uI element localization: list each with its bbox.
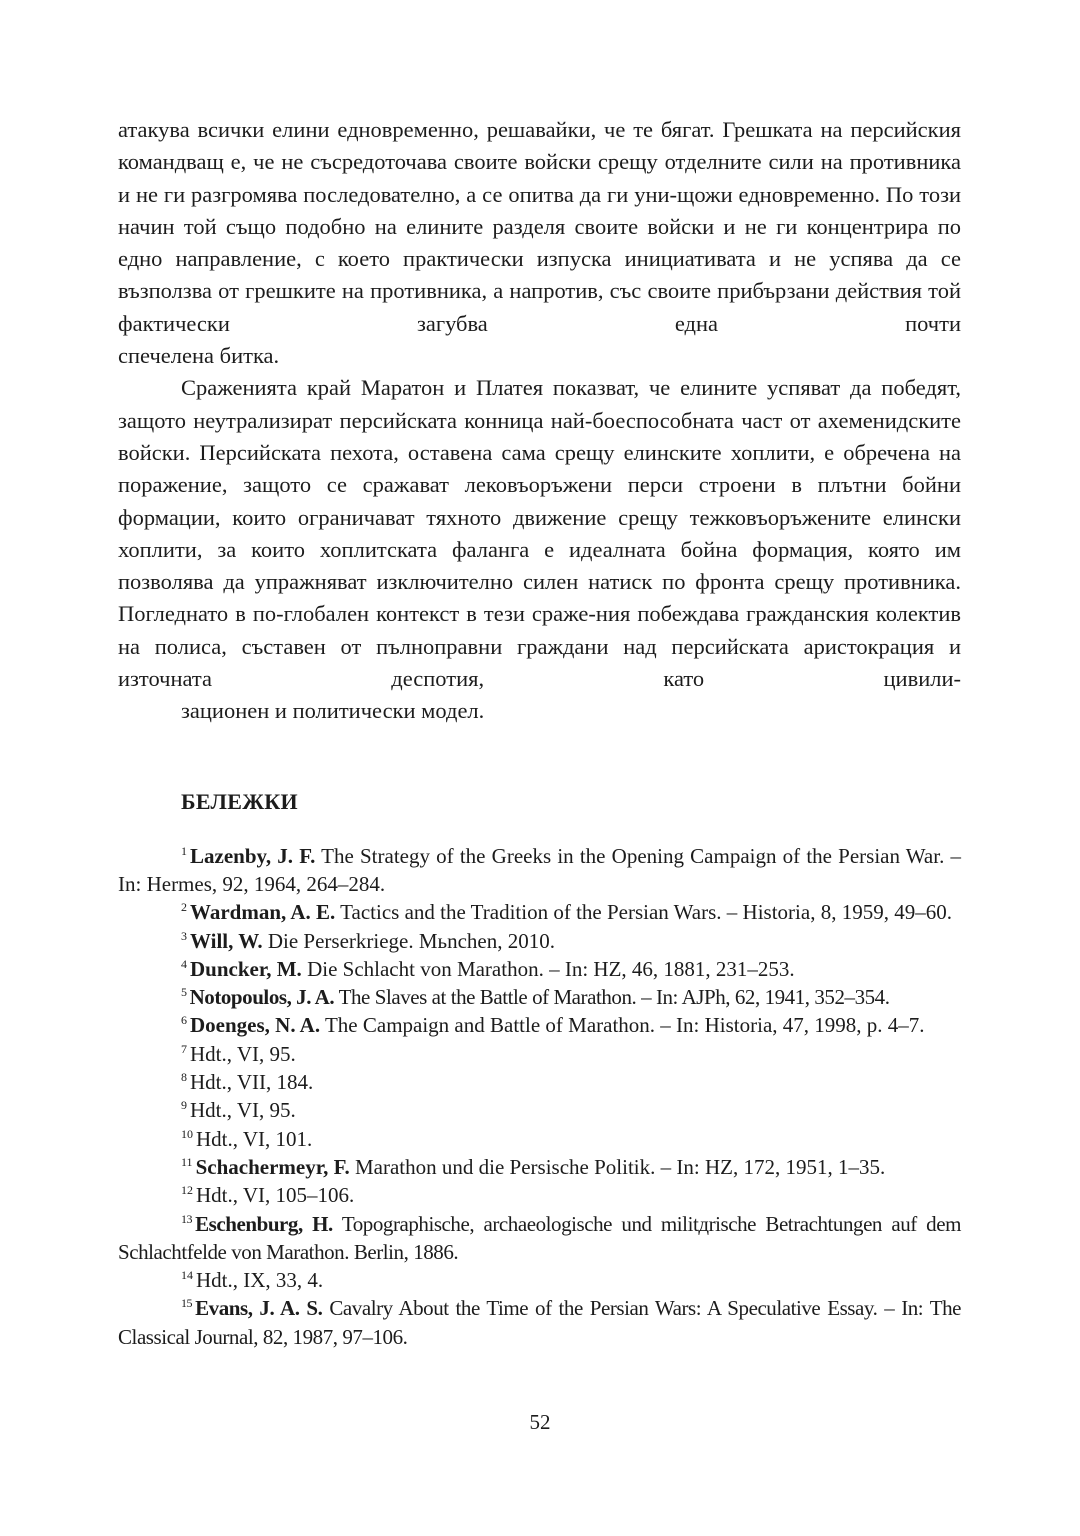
- note-item: [118, 1266, 961, 1294]
- note-author: Notopoulos, J. A.: [189, 985, 335, 1010]
- note-item: [118, 1040, 961, 1068]
- note-text: Hdt., VII, 184.: [190, 1070, 314, 1095]
- paragraph-1-text: атакува всички елини едновременно, решавайки, че те бягат. Грешката на персийския командващ е, че не съсредоточава своите войски срещу отделните сили на противника и не ги разгромява последователно, а се опитва да ги уни-щожи едновременно. По този начин той също подобно на елините разделя своите войски и не ги концентрира по едно направление, с което практически изпуска инициативата и не успява да се възползва от грешките на противника, а напротив, със своите прибързани действия той фактически загубва една почти: [118, 117, 961, 336]
- note-number: 9: [181, 1098, 187, 1113]
- note-author: Eschenburg, H.: [195, 1211, 333, 1236]
- note-text: The Strategy of the Greeks in the Opening Campaign of the Persian War. – In: Hermes, 92, 1964, 264–284.: [118, 843, 962, 896]
- note-author: Schachermeyr, F.: [195, 1154, 350, 1179]
- note-author: Wardman, A. E.: [190, 900, 336, 925]
- note-item: [118, 1153, 961, 1181]
- note-number: 3: [181, 928, 187, 943]
- note-number: 14: [181, 1268, 193, 1283]
- body-text: [118, 114, 961, 728]
- paragraph-2: [118, 372, 961, 727]
- note-text: Cavalry About the Time of the Persian Wars: A Speculative Essay. – In: The Classical Journal, 82, 1987, 97–106.: [118, 1296, 962, 1349]
- notes-heading: БЕЛЕЖКИ: [181, 788, 298, 814]
- note-item: [118, 983, 961, 1011]
- paragraph-2-last-line: зационен и политически модел.: [181, 698, 485, 724]
- note-number: 7: [181, 1041, 187, 1056]
- page-content: [118, 114, 961, 1351]
- note-number: 5: [181, 985, 187, 1000]
- note-text: Hdt., VI, 101.: [196, 1126, 313, 1151]
- note-number: 1: [181, 843, 187, 858]
- note-author: Evans, J. A. S.: [195, 1296, 323, 1321]
- note-number: 11: [181, 1154, 193, 1169]
- note-number: 13: [181, 1211, 193, 1226]
- note-author: Duncker, M.: [190, 956, 302, 981]
- note-number: 2: [181, 900, 187, 915]
- note-author: Will, W.: [190, 928, 263, 953]
- note-number: 15: [181, 1296, 193, 1311]
- note-item: [118, 1011, 961, 1039]
- note-item: [118, 1125, 961, 1153]
- note-item: [118, 1181, 961, 1209]
- paragraph-2-text: Сраженията край Маратон и Платея показват, че елините успяват да победят, защото неутрализират персийската конница най-боеспособната част от ахеменидските войски. Персийската пехота, оставена сама срещу елинските хоплити, е обречена на поражение, защото се сражават лековъоръжени перси строени в плътни бойни формации, които ограничават тяхното движение срещу тежковъоръжените елински хоплити, за които хоплитската фаланга е идеалната бойна формация, която им позволява да упражняват изключително силен натиск по фронта срещу противника. Погледнато в по-глобален контекст в тези сраже-ния побеждава гражданския колектив на полиса, съставен от пълноправни граждани над персийската аристокрация и източната деспотия, като цивили-: [118, 375, 961, 692]
- note-item: [118, 1068, 961, 1096]
- note-author: Doenges, N. A.: [190, 1013, 321, 1038]
- note-item: [118, 1210, 961, 1267]
- notes-list: [118, 842, 961, 1351]
- page-number: 52: [529, 1410, 551, 1434]
- note-text: Topographische, archaeologische und militдrische Betrachtungen auf dem Schlachtfelde von Marathon. Berlin, 1886.: [118, 1211, 961, 1264]
- note-item: [118, 842, 961, 899]
- note-text: Marathon und die Persische Politik. – In: HZ, 172, 1951, 1–35.: [355, 1154, 886, 1179]
- note-item: [118, 898, 961, 926]
- note-text: Hdt., VI, 95.: [190, 1041, 296, 1066]
- note-number: 6: [181, 1013, 187, 1028]
- note-item: [118, 927, 961, 955]
- note-text: The Campaign and Battle of Marathon. – In: Historia, 47, 1998, p. 4–7.: [324, 1013, 925, 1038]
- note-item: [118, 1294, 961, 1351]
- note-text: Hdt., IX, 33, 4.: [196, 1268, 324, 1293]
- note-number: 10: [181, 1126, 193, 1141]
- note-text: Die Perserkriege. Mьnchen, 2010.: [267, 928, 555, 953]
- paragraph-1: [118, 114, 961, 372]
- note-text: Hdt., VI, 95.: [190, 1098, 296, 1123]
- note-number: 12: [181, 1183, 193, 1198]
- note-number: 8: [181, 1070, 187, 1085]
- paragraph-1-last-line: спечелена битка.: [118, 343, 280, 369]
- note-item: [118, 955, 961, 983]
- note-text: Tactics and the Tradition of the Persian Wars. – Historia, 8, 1959, 49–60.: [340, 900, 952, 925]
- note-text: Hdt., VI, 105–106.: [196, 1183, 355, 1208]
- note-text: Die Schlacht von Marathon. – In: HZ, 46, 1881, 231–253.: [307, 956, 795, 981]
- note-text: The Slaves at the Battle of Marathon. – In: AJPh, 62, 1941, 352–354.: [338, 985, 890, 1010]
- note-item: [118, 1096, 961, 1124]
- note-number: 4: [181, 956, 187, 971]
- note-author: Lazenby, J. F.: [190, 843, 316, 868]
